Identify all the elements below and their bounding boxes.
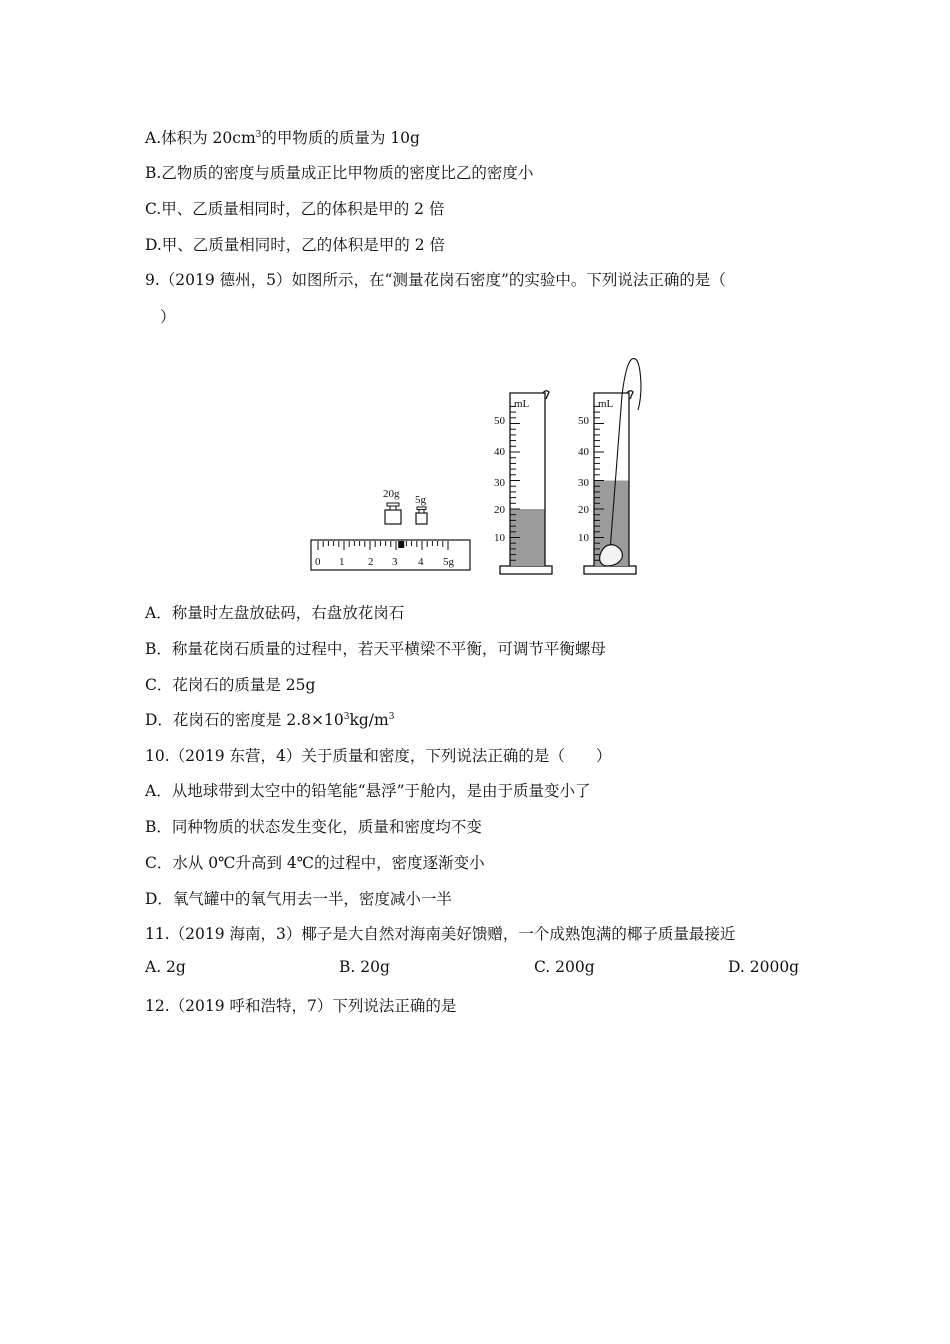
line-8c: C.甲、乙质量相同时，乙的体积是甲的 2 倍 xyxy=(145,200,445,218)
cylinder-1 xyxy=(494,391,552,574)
question-11-options xyxy=(145,958,805,980)
weight-20g-label: 20g xyxy=(383,488,400,500)
cylinder-tick-label: 10 xyxy=(494,532,505,544)
cylinder-tick-label: 40 xyxy=(494,446,505,458)
cylinder-1-unit: mL xyxy=(514,398,530,410)
question-9-bracket: ） xyxy=(160,308,176,326)
line-8a: A.体积为 $20cm^3$的甲物质的质量为 10g xyxy=(145,129,420,147)
cylinder-tick-label: 50 xyxy=(494,415,505,427)
cylinder-2 xyxy=(578,359,641,574)
cylinder-tick-label: 50 xyxy=(578,415,589,427)
line-8b: B.乙物质的密度与质量成正比甲物质的密度比乙的密度小 xyxy=(145,164,534,182)
cylinder-tick-label: 40 xyxy=(578,446,589,458)
question-10: 10.（2019 东营，4）关于质量和密度，下列说法正确的是（ ） xyxy=(145,747,612,765)
question-11-option-a: A. 2g xyxy=(145,958,186,976)
question-9-option-c: C．花岗石的质量是 25g xyxy=(145,676,316,694)
cylinder-tick-label: 20 xyxy=(578,504,589,516)
scale-label: 3 xyxy=(392,556,398,568)
question-9: 9.（2019 德州，5）如图所示，在“测量花岗石密度”的实验中。下列说法正确的是（ xyxy=(145,271,726,289)
question-10-option-b: B．同种物质的状态发生变化，质量和密度均不变 xyxy=(145,818,482,836)
rider-marker xyxy=(398,541,404,548)
scale-label: 1 xyxy=(339,556,345,568)
weight-5g-label: 5g xyxy=(415,494,426,506)
cylinder-tick-label: 30 xyxy=(578,477,589,489)
cylinder-tick-label: 10 xyxy=(578,532,589,544)
question-12: 12.（2019 呼和浩特，7）下列说法正确的是 xyxy=(145,997,457,1015)
question-9-option-d: D．花岗石的密度是 $2.8\times 10^3kg/m^3$ xyxy=(145,711,395,729)
question-11-option-b: B. 20g xyxy=(339,958,390,976)
question-10-option-a: A．从地球带到太空中的铅笔能“悬浮”于舱内，是由于质量变小了 xyxy=(145,782,591,800)
question-9-option-a: A．称量时左盘放砝码，右盘放花岗石 xyxy=(145,604,405,622)
density-experiment-figure xyxy=(300,355,645,580)
question-11-option-d: D. 2000g xyxy=(728,958,800,976)
cylinder-tick-label: 20 xyxy=(494,504,505,516)
question-9-option-b: B．称量花岗石质量的过程中，若天平横梁不平衡，可调节平衡螺母 xyxy=(145,640,606,658)
scale-label: 0 xyxy=(315,556,321,568)
scale-label: 2 xyxy=(368,556,374,568)
cylinder-2-unit: mL xyxy=(598,398,614,410)
scale-label: 4 xyxy=(418,556,424,568)
weight-5g-icon xyxy=(416,507,427,524)
weight-20g-icon xyxy=(385,503,401,524)
question-10-option-d: D．氧气罐中的氧气用去一半，密度减小一半 xyxy=(145,890,452,908)
cylinder-tick-label: 30 xyxy=(494,477,505,489)
question-11-option-c: C. 200g xyxy=(534,958,595,976)
question-11: 11.（2019 海南，3）椰子是大自然对海南美好馈赠，一个成熟饱满的椰子质量最接近 xyxy=(145,925,736,943)
line-8d: D.甲、乙质量相同时，乙的体积是甲的 2 倍 xyxy=(145,236,446,254)
question-10-option-c: C．水从 0℃升高到 4℃的过程中，密度逐渐变小 xyxy=(145,854,485,872)
scale-label: 5g xyxy=(443,556,454,568)
